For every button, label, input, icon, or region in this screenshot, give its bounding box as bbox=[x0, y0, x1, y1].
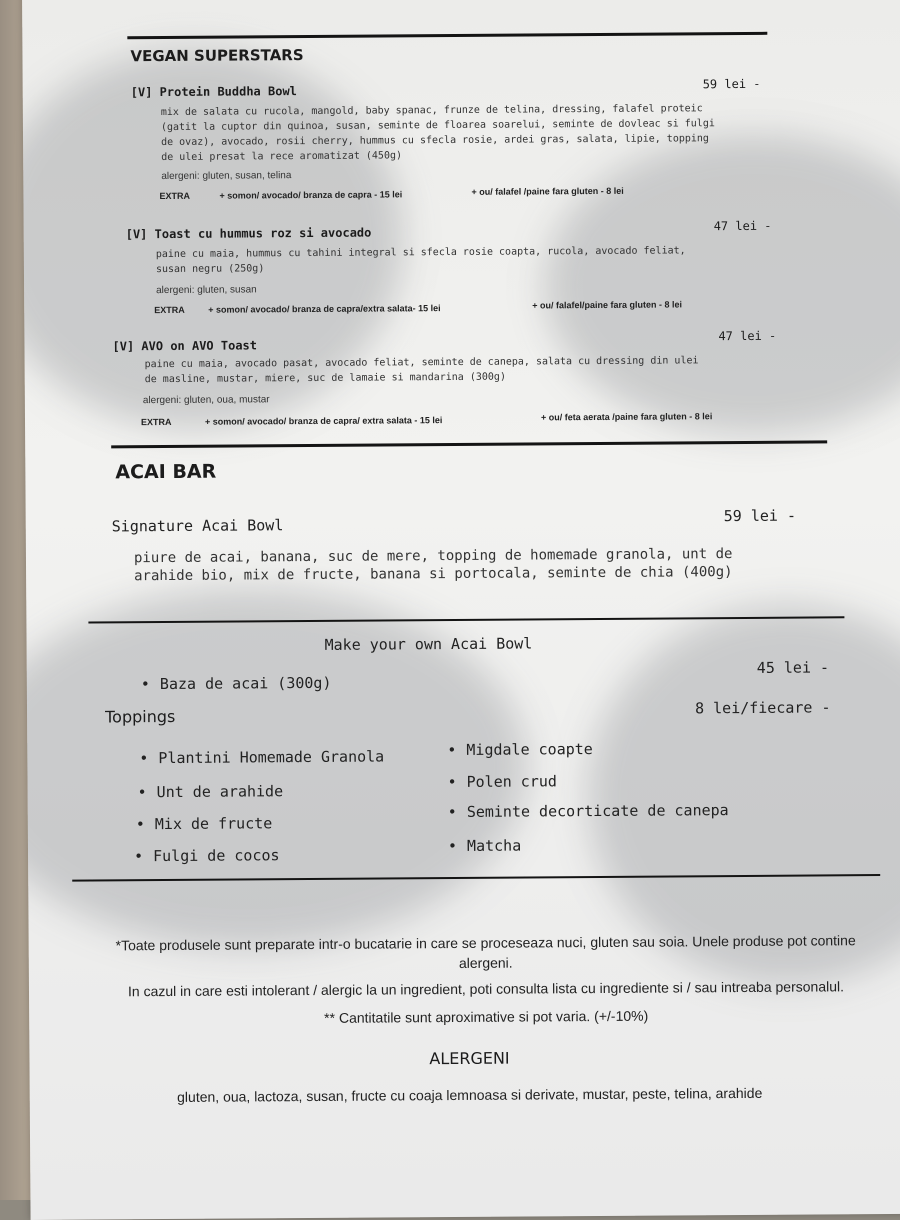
allergy-note: *Toate produsele sunt preparate intr-o bucatarie in care se proceseaza nuci, gluten sau soia. Unele produse pot contine alergeni. bbox=[115, 932, 856, 971]
topping-item: • Unt de arahide bbox=[138, 782, 284, 801]
section-rule bbox=[111, 440, 827, 448]
topping-item: • Plantini Homemade Granola bbox=[139, 747, 384, 767]
item-allergens: alergeni: gluten, susan bbox=[156, 284, 257, 297]
divider-rule bbox=[88, 616, 844, 623]
item-description: piure de acai, banana, suc de mere, topping de homemade granola, unt de arahide bio, mix de fructe, banana si portocala, seminte de chia (400g) bbox=[133, 546, 733, 585]
extra-label: EXTRA bbox=[159, 190, 190, 202]
topping-item: • Seminte decorticate de canepa bbox=[448, 801, 729, 821]
section-title-vegan: VEGAN SUPERSTARS bbox=[130, 46, 304, 66]
subsection-title: Make your own Acai Bowl bbox=[324, 634, 533, 654]
topping-item: • Polen crud bbox=[447, 772, 556, 791]
extra-option: + ou/ falafel/paine fara gluten - 8 lei bbox=[532, 299, 683, 311]
top-rule bbox=[127, 32, 767, 39]
menu-page bbox=[22, 0, 900, 1220]
item-price: 59 lei - bbox=[702, 76, 761, 92]
item-name: Signature Acai Bowl bbox=[111, 516, 284, 536]
item-name: [V] AVO on AVO Toast bbox=[112, 338, 258, 354]
topping-item: • Mix de fructe bbox=[136, 814, 273, 833]
item-description: paine cu maia, avocado pasat, avocado feliat, seminte de canepa, salata cu dressing din ulei de masline, mustar, miere, suc de lamaie si mandarina (300g) bbox=[144, 355, 699, 386]
extra-option: + ou/ falafel /paine fara gluten - 8 lei bbox=[471, 185, 624, 197]
item-allergens: alergeni: gluten, oua, mustar bbox=[142, 394, 270, 407]
allergens-title: ALERGENI bbox=[429, 1048, 510, 1069]
extra-option: + somon/ avocado/ branza de capra/extra salata- 15 lei bbox=[208, 303, 441, 315]
extra-option: + ou/ feta aerata /paine fara gluten - 8 lei bbox=[540, 411, 713, 423]
base-price: 45 lei - bbox=[756, 658, 830, 677]
divider-rule bbox=[72, 874, 880, 882]
topping-item: • Migdale coapte bbox=[447, 740, 593, 759]
item-price: 59 lei - bbox=[723, 506, 797, 526]
item-allergens: alergeni: gluten, susan, telina bbox=[161, 170, 292, 183]
toppings-label: Toppings bbox=[105, 706, 176, 727]
topping-item: • Fulgi de cocos bbox=[134, 846, 280, 865]
allergens-list: gluten, oua, lactoza, susan, fructe cu coaja lemnoasa si derivate, mustar, peste, telina, arahide bbox=[177, 1084, 763, 1105]
extra-option: + somon/ avocado/ branza de capra - 15 lei bbox=[219, 189, 403, 201]
item-description: mix de salata cu rucola, mangold, baby spanac, frunze de telina, dressing, falafel proteic (gatit la cuptor din quinoa, susan, seminte de floarea soarelui, seminte de dovleac si fulgi de ovaz), avocado, rosii cherry, hummus cu sfecla rosie, ardei gras, salata, lipie, topping de ulei presat la rece aromatizat (450g) bbox=[160, 103, 715, 164]
item-price: 47 lei - bbox=[713, 218, 772, 234]
base-item: • Baza de acai (300g) bbox=[141, 674, 332, 693]
item-price: 47 lei - bbox=[718, 328, 777, 344]
topping-item: • Matcha bbox=[448, 837, 521, 856]
section-title-acai: ACAI BAR bbox=[115, 460, 217, 484]
extra-label: EXTRA bbox=[154, 304, 185, 316]
extra-option: + somon/ avocado/ branza de capra/ extra salata - 15 lei bbox=[204, 415, 443, 427]
extra-label: EXTRA bbox=[140, 416, 172, 428]
shadow-patch bbox=[586, 603, 900, 986]
item-name: [V] Protein Buddha Bowl bbox=[130, 84, 297, 100]
item-description: paine cu maia, hummus cu tahini integral si sfecla rosie coapta, rucola, avocado feliat, susan negru (250g) bbox=[155, 245, 686, 276]
shadow-patch bbox=[540, 133, 900, 436]
toppings-price: 8 lei/fiecare - bbox=[694, 698, 831, 718]
quantity-note: ** Cantitatile sunt aproximative si pot varia. (+/-10%) bbox=[324, 1007, 649, 1026]
intolerance-note: In cazul in care esti intolerant / alergic la un ingredient, poti consulta lista cu ingrediente si / sau intreaba personalul. bbox=[127, 978, 845, 1000]
item-name: [V] Toast cu hummus roz si avocado bbox=[125, 225, 372, 242]
